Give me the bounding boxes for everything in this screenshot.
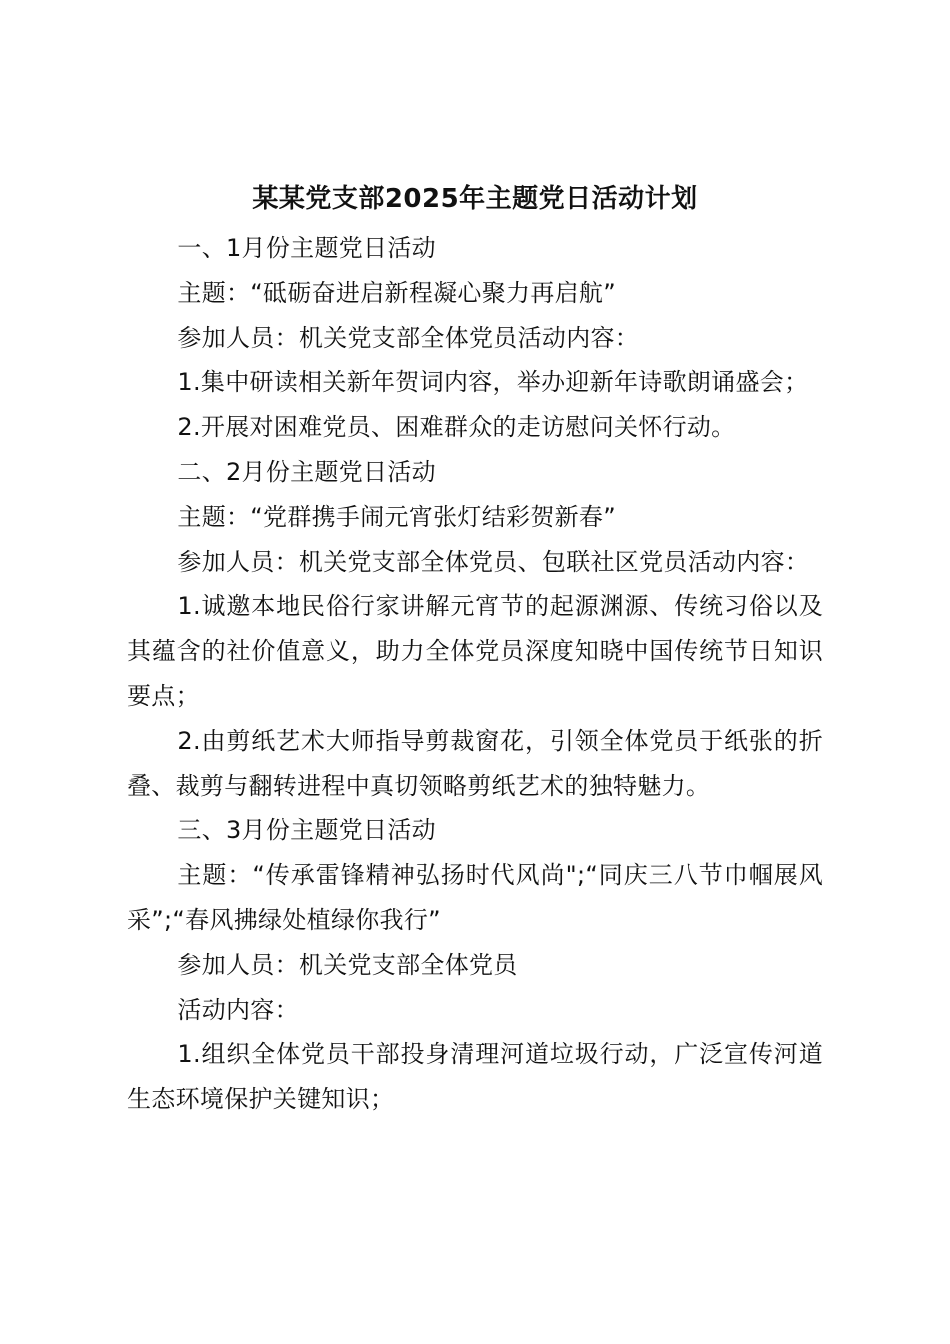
theme-february: 主题：“党群携手闹元宵张灯结彩贺新春” <box>177 502 616 531</box>
activity-item-january-1: 1.集中研读相关新年贺词内容，举办迎新年诗歌朗诵盛会； <box>177 368 809 397</box>
theme-january: 主题：“砥砺奋进启新程凝心聚力再启航” <box>177 278 616 307</box>
activity-item-january-2: 2.开展对困难党员、困难群众的走访慰问关怀行动。 <box>177 413 736 442</box>
document-body <box>127 174 823 1122</box>
section-heading-january: 一、1月份主题党日活动 <box>177 234 436 262</box>
section-heading-march: 三、3月份主题党日活动 <box>177 816 436 845</box>
participants-february: 参加人员：机关党支部全体党员、包联社区党员活动内容： <box>177 547 810 576</box>
participants-march: 参加人员：机关党支部全体党员 <box>177 950 518 979</box>
activity-content-label-march: 活动内容： <box>177 995 299 1024</box>
section-heading-february: 二、2月份主题党日活动 <box>177 457 436 486</box>
activity-item-february-2: 2.由剪纸艺术大师指导剪裁窗花，引领全体党员于纸张的折叠、裁剪与翻转进程中真切领略剪纸艺术的独特魅力。 <box>127 726 823 800</box>
theme-march: 主题：“传承雷锋精神弘扬时代风尚";“同庆三八节巾帼展风采”;“春风拂绿处植绿你我行” <box>127 861 823 934</box>
document-title: 某某党支部2025年主题党日活动计划 <box>252 184 698 214</box>
activity-item-march-1: 1.组织全体党员干部投身清理河道垃圾行动，广泛宣传河道生态环境保护关键知识； <box>127 1040 823 1114</box>
activity-item-february-1: 1.诚邀本地民俗行家讲解元宵节的起源渊源、传统习俗以及其蕴含的社价值意义，助力全体党员深度知晓中国传统节日知识要点； <box>127 592 823 710</box>
participants-january: 参加人员：机关党支部全体党员活动内容： <box>177 323 640 352</box>
